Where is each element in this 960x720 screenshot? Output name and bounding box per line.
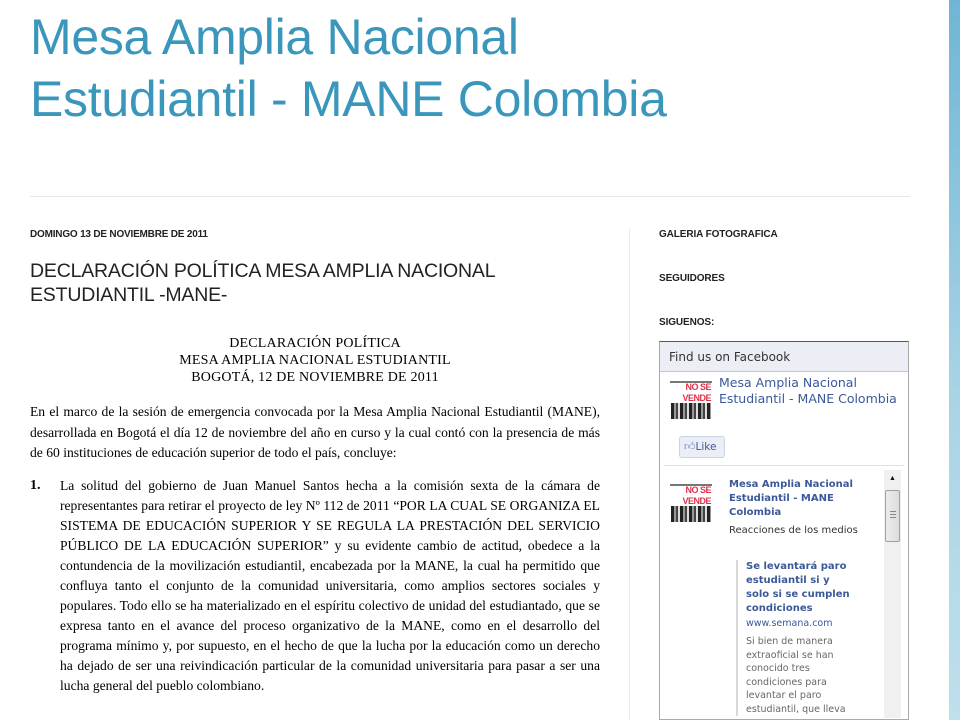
page-edge-stripe [949,0,960,720]
post-date: DOMINGO 13 DE NOVIEMBRE DE 2011 [30,229,208,240]
post-message: Reacciones de los medios [729,525,858,536]
thumbnail-text: NO SE [685,382,711,392]
thumbnail-text: NO SE [685,485,711,495]
blog-title[interactable] [30,6,910,130]
grip-icon [890,511,896,520]
declaration-point [30,476,600,697]
widget-title-siguenos: SIGUENOS: [659,317,715,328]
main-column [30,228,600,697]
shared-link-description: Si bien de manera extraoficial se han conocido tres condiciones para levantar el paro estudiantil, que lleva [746,636,846,715]
blog-title-line-2: Estudiantil - MANE Colombia [30,71,667,127]
document-heading-line: MESA AMPLIA NACIONAL ESTUDIANTIL [179,353,451,368]
scroll-up-arrow-icon[interactable]: ▲ [889,475,896,482]
facebook-stream[interactable] [664,470,904,718]
header-divider [30,196,910,197]
post-author-thumbnail[interactable] [670,482,712,524]
document-heading-line: BOGOTÁ, 12 DE NOVIEMBRE DE 2011 [191,370,439,385]
page-thumbnail[interactable] [670,379,712,421]
column-separator [629,228,630,720]
document-heading [30,335,600,386]
stream-scrollbar[interactable] [884,470,901,718]
blog-title-line-1: Mesa Amplia Nacional [30,9,519,65]
facebook-page-info [664,372,904,466]
widget-title-seguidores: SEGUIDORES [659,273,725,284]
intro-paragraph: En el marco de la sesión de emergencia convocada por la Mesa Amplia Nacional Estudiantil (MANE), desarrollada en Bogotá el día 12 de noviembre del año en curso y la cual contó con la presencia de más de 60 instituciones de educación superior de todo el país, concluye: [30,404,600,460]
shared-link-url[interactable]: www.semana.com [746,618,833,629]
point-text: La solitud del gobierno de Juan Manuel Santos hecha a la comisión sexta de la cámara de representantes para retirar el proyecto de ley Nº 112 de 2011 “POR LA CUAL SE ORGANIZA EL SISTEMA DE EDUCACIÓN SUPERIOR Y SE REGULA LA PRESTACIÓN DEL SERVICIO PÚBLICO DE LA EDUCACIÓN SUPERIOR” y su evidente cambio de actitud, obedece a la contundencia de la movilización estudiantil, encabezada por la MANE, la cual ha permitido que confluya tanto el conjunto de la comunidad universitaria, como amplios sectores sociales y populares. Todo ello se ha materializado en el espíritu colectivo de unidad del estudiantado, que se expresa tanto en el avance del proceso organizativo de la MANE, como en el desarrollo del programa mínimo y, por supuesto, en el hecho de que la lucha por la educación como un derecho ha dejado de ser una reivindicación particular de la comunidad universitaria para pasar a ser una lucha general del pueblo colombiano. [60,477,600,694]
post-title[interactable]: DECLARACIÓN POLÍTICA MESA AMPLIA NACIONAL ESTUDIANTIL -MANE- [30,260,495,306]
thumbnail-text: VENDE [682,496,711,506]
thumbnail-text: VENDE [682,393,711,403]
facebook-box-header: Find us on Facebook [660,342,908,372]
shared-link-preview [736,560,856,716]
post-author-link[interactable]: Mesa Amplia Nacional Estudiantil - MANE Colombia [729,479,853,518]
facebook-like-box [659,341,909,720]
thumbs-up-icon: 👍︎ [684,440,696,453]
widget-title-galeria: GALERIA FOTOGRAFICA [659,229,778,240]
thumbnail-crowd-image [671,506,711,522]
document-heading-line: DECLARACIÓN POLÍTICA [229,336,401,351]
point-number: 1. [30,477,41,493]
scrollbar-thumb[interactable] [885,490,900,542]
facebook-like-button[interactable] [679,436,725,458]
shared-link-title[interactable]: Se levantará paro estudiantil si y solo si se cumplen condiciones [746,561,850,614]
facebook-page-name-link[interactable]: Mesa Amplia Nacional Estudiantil - MANE Colombia [719,375,897,406]
thumbnail-crowd-image [671,403,711,419]
like-label: Like [695,441,717,453]
